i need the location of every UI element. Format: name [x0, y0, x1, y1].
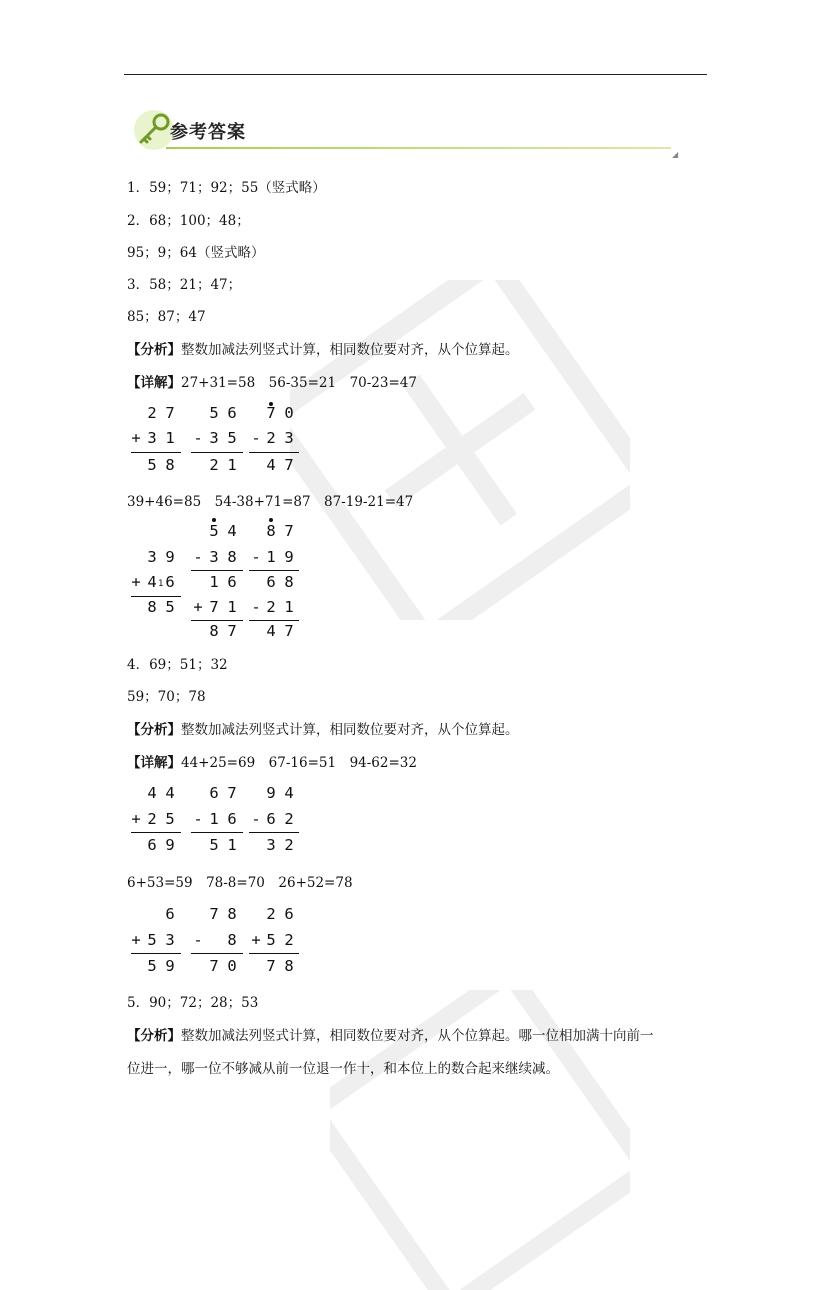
digit: 5: [147, 957, 157, 975]
digit: 1: [227, 456, 237, 474]
digit: 6: [227, 404, 237, 422]
sum-line: [131, 452, 181, 453]
digit: 7: [284, 456, 294, 474]
answer-line: 5．90；72；28；53: [127, 995, 259, 1011]
digit: 6: [209, 784, 219, 802]
digit: 6: [266, 810, 276, 828]
operator: -: [251, 548, 261, 566]
analysis-line: [127, 1024, 654, 1044]
digit: 8: [227, 905, 237, 923]
digit: 8: [227, 548, 237, 566]
analysis-line: [127, 338, 519, 358]
equation-line: 6+53=59 78-8=70 26+52=78: [127, 875, 353, 891]
digit: 5: [209, 522, 219, 540]
vertical-calc-row-1: [127, 400, 327, 480]
digit: 8: [209, 622, 219, 640]
digit: 5: [147, 931, 157, 949]
sum-line: [249, 570, 299, 571]
carry-mark: 1: [158, 579, 164, 589]
detail-line: [127, 371, 417, 391]
answer-line: 59；70；78: [127, 689, 206, 705]
operator: -: [251, 429, 261, 447]
digit: 2: [147, 810, 157, 828]
operator: -: [251, 810, 261, 828]
digit: 5: [147, 456, 157, 474]
digit: 8: [266, 522, 276, 540]
sum-line: [249, 452, 299, 453]
detail-tag: 【详解】: [127, 375, 181, 391]
digit: 2: [284, 836, 294, 854]
digit: 3: [266, 836, 276, 854]
operator: -: [193, 548, 203, 566]
digit: 9: [165, 836, 175, 854]
sum-line: [249, 953, 299, 954]
operator: +: [193, 598, 203, 616]
digit: 3: [209, 548, 219, 566]
detail-text: 44+25=69 67-16=51 94-62=32: [181, 755, 417, 771]
answer-line: 95；9；64（竖式略）: [127, 245, 265, 261]
vertical-calc-row-3: [127, 780, 327, 860]
analysis-tag: 【分析】: [127, 342, 181, 358]
sum-line: [131, 596, 181, 597]
digit: 7: [209, 598, 219, 616]
digit: 7: [209, 905, 219, 923]
digit: 9: [284, 548, 294, 566]
digit: 8: [284, 573, 294, 591]
digit: 2: [147, 404, 157, 422]
digit: 1: [165, 429, 175, 447]
digit: 9: [165, 957, 175, 975]
digit: 5: [165, 598, 175, 616]
digit: 5: [165, 810, 175, 828]
digit: 7: [266, 957, 276, 975]
sum-line: [191, 832, 243, 833]
digit: 6: [147, 836, 157, 854]
digit: 1: [227, 836, 237, 854]
top-rule: [124, 74, 707, 75]
digit: 0: [284, 404, 294, 422]
digit: 7: [284, 522, 294, 540]
sum-line: [249, 832, 299, 833]
sum-line: [131, 953, 181, 954]
vertical-calc-row-4: [127, 901, 327, 981]
digit: 3: [209, 429, 219, 447]
digit: 8: [165, 456, 175, 474]
digit: 8: [284, 957, 294, 975]
digit: 2: [266, 598, 276, 616]
digit: 2: [284, 810, 294, 828]
operator: +: [131, 573, 141, 591]
digit: 9: [266, 784, 276, 802]
digit: 6: [266, 573, 276, 591]
digit: 2: [284, 931, 294, 949]
answer-header: [126, 106, 686, 159]
digit: 4: [266, 456, 276, 474]
analysis-line: [127, 718, 519, 738]
digit: 1: [209, 810, 219, 828]
digit: 6: [227, 810, 237, 828]
digit: 7: [165, 404, 175, 422]
sum-line: [191, 620, 243, 621]
operator: -: [193, 931, 203, 949]
digit: 6: [284, 905, 294, 923]
analysis-text: 整数加减法列竖式计算，相同数位要对齐，从个位算起。: [181, 342, 519, 358]
digit: 1: [266, 548, 276, 566]
analysis-text: 整数加减法列竖式计算，相同数位要对齐，从个位算起。哪一位相加满十向前一: [181, 1028, 654, 1044]
analysis-tag: 【分析】: [127, 1028, 181, 1044]
digit: 7: [227, 622, 237, 640]
sum-line: [191, 452, 243, 453]
digit: 2: [266, 429, 276, 447]
digit: 4: [147, 573, 157, 591]
operator: +: [251, 931, 261, 949]
answer-line: 4．69；51；32: [127, 657, 228, 673]
digit: 3: [284, 429, 294, 447]
operator: +: [131, 931, 141, 949]
analysis-tag: 【分析】: [127, 722, 181, 738]
digit: 4: [284, 784, 294, 802]
detail-text: 27+31=58 56-35=21 70-23=47: [181, 375, 417, 391]
vertical-calc-row-2: [127, 518, 327, 643]
digit: 7: [209, 957, 219, 975]
sum-line: [249, 620, 299, 621]
header-rule: [166, 147, 671, 149]
answer-line: 85；87；47: [127, 309, 206, 325]
digit: 7: [266, 404, 276, 422]
header-title: 参考答案: [170, 122, 246, 143]
answer-line: 3．58；21；47；: [127, 277, 242, 293]
digit: 3: [147, 429, 157, 447]
sum-line: [191, 953, 243, 954]
digit: 2: [266, 905, 276, 923]
detail-tag: 【详解】: [127, 755, 181, 771]
answer-line: 2．68；100；48；: [127, 213, 250, 229]
operator: -: [251, 598, 261, 616]
analysis-line-continued: 位进一，哪一位不够减从前一位退一作十，和本位上的数合起来继续减。: [127, 1061, 559, 1077]
digit: 7: [227, 784, 237, 802]
detail-line: [127, 751, 417, 771]
digit: 1: [284, 598, 294, 616]
digit: 5: [227, 429, 237, 447]
digit: 6: [165, 905, 175, 923]
operator: -: [193, 429, 203, 447]
analysis-text: 整数加减法列竖式计算，相同数位要对齐，从个位算起。: [181, 722, 519, 738]
digit: 5: [209, 404, 219, 422]
digit: 6: [165, 573, 175, 591]
digit: 4: [266, 622, 276, 640]
digit: 6: [227, 573, 237, 591]
digit: 1: [227, 598, 237, 616]
digit: 7: [284, 622, 294, 640]
sum-line: [131, 832, 181, 833]
digit: 4: [165, 784, 175, 802]
digit: 4: [227, 522, 237, 540]
digit: 5: [266, 931, 276, 949]
header-corner-mark: ◢: [672, 150, 679, 159]
digit: 8: [227, 931, 237, 949]
digit: 3: [165, 931, 175, 949]
digit: 8: [147, 598, 157, 616]
digit: 3: [147, 548, 157, 566]
digit: 1: [209, 573, 219, 591]
digit: 0: [227, 957, 237, 975]
digit: 4: [147, 784, 157, 802]
digit: 5: [209, 836, 219, 854]
operator: -: [193, 810, 203, 828]
operator: +: [131, 429, 141, 447]
watermark-graphic: [290, 280, 630, 620]
digit: 9: [165, 548, 175, 566]
digit: 2: [209, 456, 219, 474]
answer-line: 1．59；71；92；55（竖式略）: [127, 180, 326, 196]
equation-line: 39+46=85 54-38+71=87 87-19-21=47: [127, 494, 414, 510]
sum-line: [191, 570, 243, 571]
operator: +: [131, 810, 141, 828]
